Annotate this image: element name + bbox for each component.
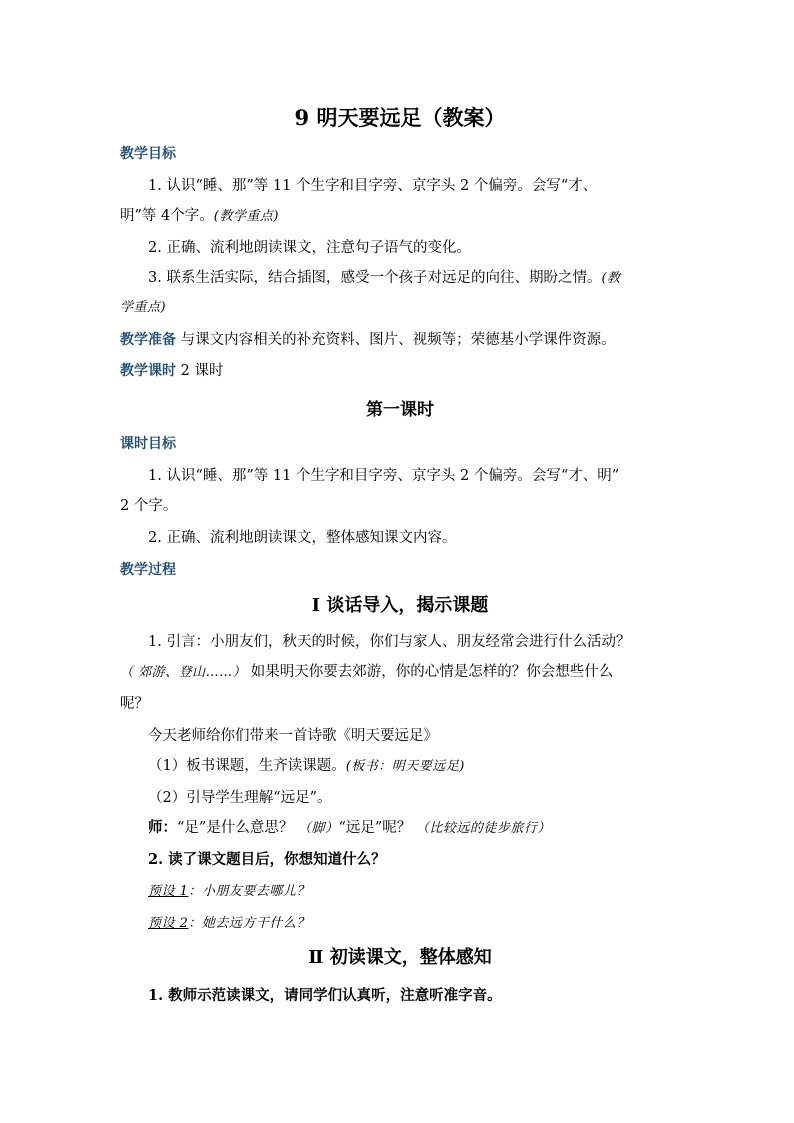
- section-1-p4: （2）引导学生理解“远足”。: [148, 790, 332, 806]
- teacher-answer-1: （脚）: [297, 821, 339, 836]
- lesson-goal-1-line-b: 2 个字。: [120, 498, 178, 514]
- preset-2-text: ：她去远方干什么？: [188, 916, 310, 931]
- lesson-goal-1-line-a: 1. 认识“睡、那”等 11 个生字和目字旁、京字头 2 个偏旁。会写“才、明”: [148, 468, 620, 484]
- teaching-prep-text: 与课文内容相关的补充资料、图片、视频等；荣德基小学课件资源。: [180, 332, 616, 348]
- goal-1-note: (教学重点): [213, 209, 279, 224]
- preset-1: [148, 882, 310, 902]
- section-1-p1-line-a: 1. 引言：小朋友们，秋天的时候，你们与家人、朋友经常会进行什么活动？: [148, 634, 631, 650]
- section-1-p3-text: （1）板书课题，生齐读课题。: [148, 758, 346, 774]
- section-1-p3: [148, 756, 465, 777]
- teaching-process-label: 教学过程: [120, 562, 176, 578]
- teacher-question-2: “远足”呢？: [338, 820, 412, 836]
- goal-1-text: 明”等 4个字。: [120, 208, 214, 224]
- goal-2: 2. 正确、流利地朗读课文，注意句子语气的变化。: [148, 240, 471, 256]
- section-1-q2: 2. 读了课文题目后，你想知道什么？: [148, 851, 386, 868]
- teaching-prep: [120, 330, 616, 350]
- preset-2: [148, 914, 310, 934]
- section-1-p1-text: 如果明天你要去郊游，你的心情是怎样的？你会想些什么: [246, 664, 614, 680]
- teaching-goals-label: 教学目标: [120, 146, 176, 162]
- section-1-p2: 今天老师给你们带来一首诗歌《明天要远足》: [148, 728, 438, 744]
- goal-3-note-b: 学重点): [120, 300, 167, 315]
- preset-1-text: ：小朋友要去哪儿？: [188, 884, 310, 899]
- section-1-p1-line-b: [120, 662, 613, 683]
- teaching-hours: [120, 361, 223, 381]
- goal-3-text: 3. 联系生活实际，结合插图，感受一个孩子对远足的向往、期盼之情。: [148, 270, 602, 286]
- goal-3-line-a: [148, 268, 621, 289]
- section-2-p1: 1. 教师示范读课文，请同学们认真听，注意听准字音。: [148, 987, 502, 1004]
- goal-1-line-a: 1. 认识“睡、那”等 11 个生字和目字旁、京字头 2 个偏旁。会写“才、: [148, 178, 598, 194]
- goal-3-note-a: (教: [601, 271, 621, 286]
- section-1-p1-note: （ 郊游、登山……）: [120, 665, 247, 680]
- document-title: 9 明天要远足（教案）: [294, 105, 506, 130]
- teacher-line: [148, 818, 551, 839]
- teaching-hours-text: 2 课时: [180, 363, 224, 379]
- lesson-goal-2: 2. 正确、流利地朗读课文，整体感知课文内容。: [148, 530, 457, 546]
- section-1-heading: Ⅰ 谈话导入，揭示课题: [311, 595, 489, 616]
- lesson-1-heading: 第一课时: [366, 400, 434, 420]
- teacher-label: 师：: [148, 819, 177, 836]
- lesson-goals-label: 课时目标: [120, 436, 176, 452]
- section-2-heading: Ⅱ 初读课文，整体感知: [308, 947, 492, 968]
- teaching-hours-label: 教学课时: [120, 363, 176, 379]
- teacher-answer-2: （比较远的徒步旅行）: [415, 821, 551, 836]
- preset-1-label: 预设 1: [148, 884, 189, 899]
- teacher-question-1: “足”是什么意思？: [177, 820, 294, 836]
- section-1-p3-note: (板书：明天要远足): [345, 759, 465, 774]
- goal-1-line-b: [120, 206, 279, 227]
- teaching-prep-label: 教学准备: [120, 332, 176, 348]
- preset-2-label: 预设 2: [148, 916, 189, 931]
- section-1-p1-line-c: 呢？: [120, 696, 149, 712]
